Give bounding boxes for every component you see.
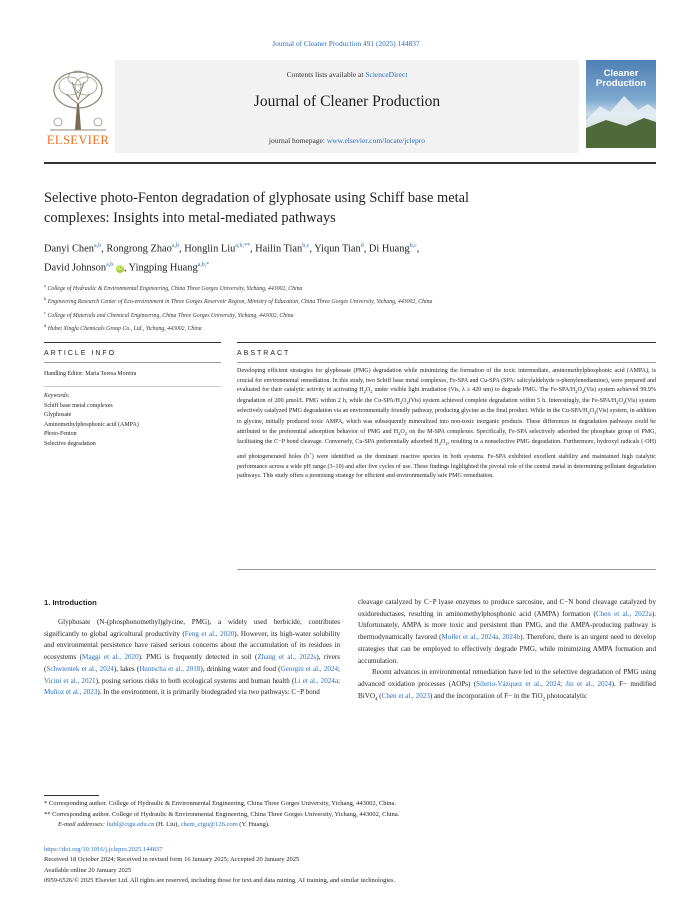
email-owner: (H. Liu),	[154, 821, 181, 828]
citation-link[interactable]: Jin et al., 2024	[565, 679, 612, 688]
author-affiliation-marker[interactable]: a,b,*	[197, 262, 210, 269]
citation-link[interactable]: Muñoz et al., 2023	[44, 688, 98, 697]
article-info-rule	[44, 342, 221, 343]
citation-link[interactable]: Vicini et al., 2021	[44, 676, 96, 685]
citation-link[interactable]: Chen et al., 2023	[381, 691, 430, 700]
keywords-rule	[44, 386, 221, 387]
author-name[interactable]: Di Huang	[368, 243, 410, 255]
abstract-end-rule	[237, 569, 656, 570]
homepage-prefix: journal homepage:	[268, 136, 327, 145]
contents-prefix: Contents lists available at	[286, 70, 366, 79]
affiliation-list	[44, 281, 654, 334]
email-link[interactable]: chem_ctgu@126.com	[180, 821, 238, 828]
citation-link[interactable]: Silerio-Vázquez et al., 2024	[476, 679, 561, 688]
keyword: Aminomethylphosphonic acid (AMPA)	[44, 421, 139, 428]
affiliation: $^b$ Engineering Research Center of Eco-environment in Three Gorges Reservoir Region, Ministry of Education, China Three Gorges University, Yichang, 443002, China	[44, 296, 433, 306]
author-list: Danyi Chen$^{a,b}$, Rongrong Zhao$^{a,b}$, Honglin Liu$^{a,b,**}$, Hailin Tian$^{b,c}$, Yiqun Tian$^d$, Di Huang$^{b,c}$, David Johnson$^{a,b}$ iD, Yingping Huang$^{a,b,*}$	[44, 243, 420, 274]
abstract-heading: ABSTRACT	[237, 350, 291, 357]
available-online: Available online 20 January 2025	[44, 866, 132, 874]
article-info-heading: ARTICLE INFO	[44, 350, 117, 357]
footnote-rule	[44, 795, 99, 796]
author-affiliation-marker[interactable]: a,b	[171, 243, 179, 249]
author-name[interactable]: Rongrong Zhao	[106, 243, 172, 255]
citation-link[interactable]: Feng et al., 2020	[184, 629, 235, 638]
paper-title: Selective photo-Fenton degradation of glyphosate using Schiff base metal complexes: Insights into metal-mediated pathways	[44, 190, 469, 226]
publisher-name[interactable]: ELSEVIER	[46, 133, 110, 147]
keyword: Schiff base metal complexes	[44, 403, 113, 409]
mountain-landscape-icon	[586, 60, 656, 148]
received-dates: Received 18 October 2024; Received in revised form 16 January 2025; Accepted 20 January 2025	[44, 856, 300, 864]
doi-link[interactable]: https://doi.org/10.1016/j.jclepro.2025.144837	[44, 846, 163, 853]
intro-paragraph: cleavage catalyzed by C−P lyase enzymes to produce sarcosine, and C−N bond cleavage catalyzed by oxidoreductases, resulting in aminomethylphosphonic acid (AMPA) formation (Chen et al., 2022a). Unfortunately, AMPA is more toxic and persistent than PMG, and the AMPA-producing pathway is thermodynamically favored (Moller et al., 2024a, 2024b). Therefore, there is an urgent need to develop strategies that can be employed to effectively degrade PMG, while minimizing AMPA formation and accumulation.	[358, 598, 657, 665]
citation-link[interactable]: Chen et al., 2022a	[595, 609, 652, 618]
citation-link[interactable]: Schwientek et al., 2024	[46, 664, 114, 673]
keyword: Glyphosate	[44, 412, 72, 419]
email-link[interactable]: liuhl@ctgu.edu.cn	[106, 821, 155, 828]
author-name[interactable]: Danyi Chen	[44, 243, 94, 255]
citation-link[interactable]: Li et al., 2024a	[294, 676, 338, 685]
citation-link[interactable]: Maggi et al., 2020	[82, 653, 139, 662]
keyword: Photo-Fenton	[44, 431, 77, 438]
header-rule	[44, 162, 656, 164]
author-affiliation-marker[interactable]: b,c	[302, 243, 310, 249]
affiliation: $^a$ College of Hydraulic & Environmental Engineering, China Three Gorges University, Yichang, 443002, China	[44, 283, 303, 292]
intro-right-column	[358, 597, 656, 706]
journal-title: Journal of Cleaner Production	[253, 93, 441, 110]
author-affiliation-marker[interactable]: a,b	[106, 262, 114, 269]
citation-link[interactable]: Georgin et al., 2024	[280, 664, 339, 673]
author-name[interactable]: Hailin Tian	[255, 243, 303, 255]
author-name[interactable]: Yiqun Tian	[314, 243, 361, 255]
publication-info	[44, 845, 656, 886]
keyword: Selective degradation	[44, 440, 96, 447]
abstract-subrule	[237, 362, 656, 363]
email-line	[44, 820, 656, 831]
citation-link[interactable]: Huntscha et al., 2018	[139, 664, 201, 673]
author-name[interactable]: Honglin Liu	[184, 243, 236, 255]
homepage-link[interactable]: www.elsevier.com/locate/jclepro	[326, 136, 426, 145]
footnotes	[44, 799, 656, 831]
author-affiliation-marker[interactable]: b,c	[409, 243, 417, 249]
affiliation: $^d$ Hubei Xingfa Chemicals Group Co., Ltd., Yichang, 443002, China	[44, 322, 202, 332]
abstract-rule	[237, 342, 656, 343]
author-affiliation-marker[interactable]: a,b,**	[235, 243, 250, 249]
abstract-text: Developing efficient strategies for glyphosate (PMG) degradation while minimizing the formation of the toxic intermediate, aminomethylphosphonic acid (AMPA), is crucial for environmental remediation. In this study, two Schiff base metal complexes, Fe-SPA and Cu-SPA (SPA: salicylaldehyde o-phenylenediamine), were prepared and evaluated for their catalytic activity in activating $H_2O_2$ under visible light irradiation (Vis, λ ≥ 420 nm) to degrade PMG. The $Fe-SPA/H_2O_2(Vis)$ system achieved 99.9% degradation of 200 μmol/L PMG within 2 h, while the $Cu-SPA/H_2O_2(Vis)$ system achieved complete degradation within 5 h. Interestingly, the $Fe-SPA/H_2O_2(Vis)$ system selectively catalyzed PMG degradation via an environmentally friendly pathway, producing glycine as the final product. While in the $Cu-SPA/H_2O_2(Vis)$ system, in addition to glycine, initially produced toxic AMPA, which was subsequently mineralized into non-toxic inorganic products. These differences in degradation pathways could be attributed to the preferential adsorption behavior of PMG and $H_2O_2$ on the M-SPA complexes. Specifically, Fe-SPA selectively adsorbed the phosphate group of PMG, facilitating the C−P bond cleavage. Conversely, Cu-SPA preferentially adsorbed $H_2O_2$, resulting in a nonselective PMG degradation. Furthermore, hydroxyl radicals (·OH) and photogenerated holes (h+) were identified as the dominant reactive species in both systems. Fe-SPA exhibited excellent stability and maintained high catalytic performance across a wide pH range (3–10) and after five cycles of use. These findings highlighted the pivotal role of the central metal in determining pollutant degradation pathways. This study offers a promising strategy for efficient and environmentally safe PMG remediation.	[237, 368, 657, 480]
corresponding-author-1: * Corresponding author. College of Hydraulic & Environmental Engineering, China Three Gorges University, Yichang, 443002, China.	[44, 800, 397, 807]
author-affiliation-marker[interactable]: a,b	[93, 243, 102, 249]
intro-paragraph: Recent advances in environmental remediation have led to the selective degradation of PMG using advanced oxidation processes (AOPs) (Silerio-Vázquez et al., 2024; Jin et al., 2024). F− modified BiVO$_4$ (Chen et al., 2023) and the incorporation of F− in the TiO$_2$ photocatalytic	[358, 668, 656, 703]
email-owner: (Y. Huang).	[237, 821, 270, 828]
sciencedirect-link[interactable]: ScienceDirect	[365, 70, 408, 79]
handling-editor: Handling Editor: Maria Teresa Moreira	[44, 371, 137, 377]
intro-left-column	[44, 617, 340, 699]
author-name[interactable]: David Johnson	[44, 262, 107, 274]
email-label: E-mail addresses:	[58, 821, 105, 828]
intro-paragraph: Glyphosate (N-(phosphonomethyl)glycine, PMG), a widely used herbicide, contributes significantly to global agricultural productivity (Feng et al., 2020). However, its high-water solubility and environmental persistence have raised serious concerns about the accumulation of its residues in ecosystems (Maggi et al., 2020). PMG is frequently detected in soil (Zhang et al., 2022s), rivers (Schwientek et al., 2024), lakes (Huntscha et al., 2018), drinking water and food (Georgin et al., 2024; Vicini et al., 2021), posing serious risks to both ecological systems and human health (Li et al., 2024a; Muñoz et al., 2023). In the environment, it is primarily biodegraded via two pathways: C−P bond	[44, 618, 340, 697]
orcid-icon[interactable]: iD	[117, 265, 123, 272]
journal-reference[interactable]: Journal of Cleaner Production 491 (2025) 144837	[272, 39, 420, 48]
section-heading-introduction: 1. Introduction	[44, 598, 97, 607]
keyword-list	[44, 402, 221, 449]
citation-link[interactable]: Zhang et al., 2022s	[257, 653, 317, 662]
affiliation: $^c$ College of Materials and Chemical Engineering, China Three Gorges University, Yichang, 443002, China	[44, 309, 294, 319]
copyright-line: 0959-6526/© 2025 Elsevier Ltd. All rights are reserved, including those for text and data mining, AI training, and similar technologies.	[44, 876, 396, 884]
cover-title: Cleaner Production	[595, 68, 647, 89]
citation-link[interactable]: Moller et al., 2024a, 2024b	[441, 633, 521, 642]
author-name[interactable]: Yingping Huang	[128, 262, 198, 274]
corresponding-author-2: ** Corresponding author. College of Hydraulic & Environmental Engineering, China Three Gorges University, Yichang, 443002, China.	[44, 810, 400, 818]
article-info-subrule	[44, 362, 221, 363]
journal-cover-image[interactable]	[586, 60, 656, 148]
contents-line	[115, 70, 579, 79]
journal-homepage	[115, 136, 579, 145]
author-affiliation-marker[interactable]: d	[360, 243, 364, 249]
keywords-label: Keywords:	[44, 393, 70, 399]
